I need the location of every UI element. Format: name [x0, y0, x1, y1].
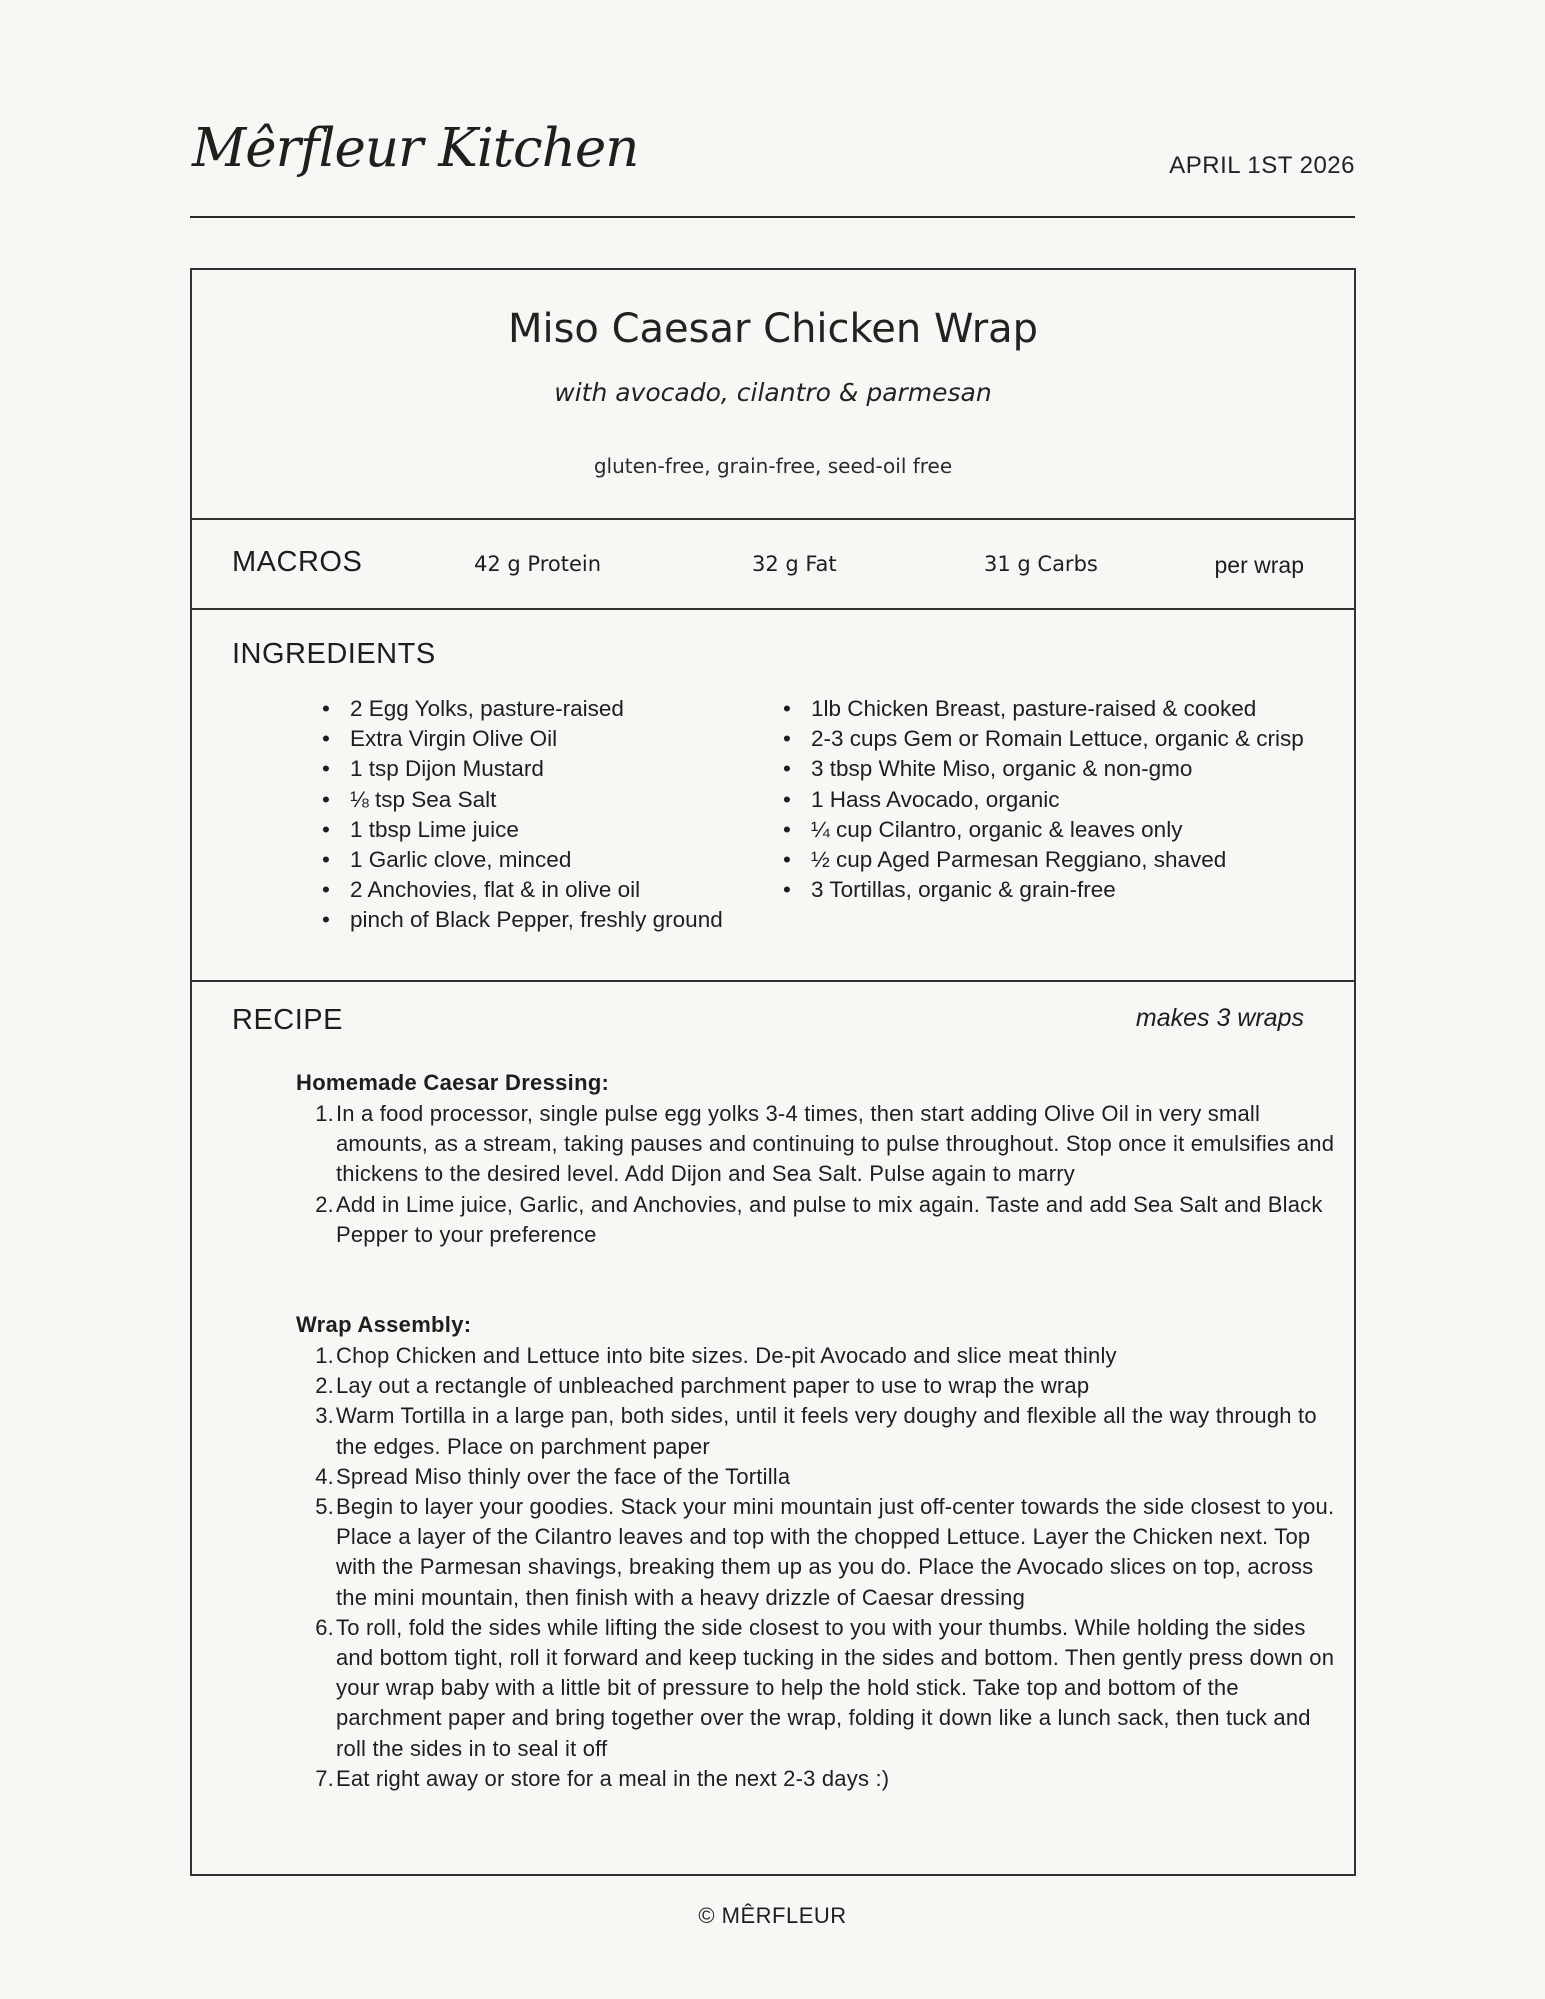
- ingredient-item: • 1 Hass Avocado, organic: [811, 785, 1311, 815]
- recipe-step: [315, 1371, 1336, 1401]
- macro-protein: 42 g Protein: [474, 552, 602, 576]
- step-text: To roll, fold the sides while lifting the side closest to you with your thumbs. While holding the sides and bottom tight, roll it forward and keep tucking in the sides and bottom. Then gently press down on your wrap baby with a little bit of pressure to help the hold stick. Take top and bottom of the parchment paper and bring together over the wrap, folding it down like a lunch sack, then tuck and roll the sides in to seal it off: [336, 1614, 1335, 1761]
- step-text: Spread Miso thinly over the face of the Tortilla: [336, 1463, 791, 1489]
- step-number: 3.: [315, 1403, 334, 1429]
- ingredient-item: • ¼ cup Cilantro, organic & leaves only: [811, 815, 1311, 845]
- page-header: [190, 112, 1355, 218]
- recipe-step: [315, 1462, 1336, 1492]
- recipe-step: [315, 1764, 1336, 1794]
- ingredient-item: • 2 Egg Yolks, pasture-raised: [350, 694, 780, 724]
- ingredients-list-left: [322, 694, 780, 936]
- step-number: 5.: [315, 1494, 334, 1520]
- ingredient-item: • 1 Garlic clove, minced: [350, 845, 780, 875]
- step-number: 4.: [315, 1463, 334, 1489]
- yield-note: makes 3 wraps: [1135, 1004, 1304, 1032]
- ingredient-item: • ⅛ tsp Sea Salt: [350, 785, 780, 815]
- publish-date: APRIL 1ST 2026: [1169, 152, 1355, 179]
- step-text: Chop Chicken and Lettuce into bite sizes. De-pit Avocado and slice meat thinly: [336, 1343, 1117, 1368]
- dressing-steps: [315, 1099, 1336, 1250]
- step-text: Eat right away or store for a meal in the next 2-3 days :): [336, 1765, 890, 1791]
- recipe-title: Miso Caesar Chicken Wrap: [507, 306, 1039, 352]
- recipe-step: [315, 1492, 1336, 1613]
- macros-label: MACROS: [232, 546, 363, 578]
- step-number: 6.: [315, 1614, 334, 1640]
- recipe-subtitle: with avocado, cilantro & parmesan: [554, 378, 992, 407]
- recipe-step: [315, 1099, 1336, 1190]
- step-text: Begin to layer your goodies. Stack your mini mountain just off-center towards the side closest to you. Place a layer of the Cilantro leaves and top with the chopped Lettuce. Layer the Chicken next. Top with the Parmesan shavings, breaking them up as you do. Place the Avocado slices on top, across the mini mountain, then finish with a heavy drizzle of Caesar dressing: [336, 1494, 1335, 1610]
- recipe-label: RECIPE: [232, 1004, 343, 1036]
- assembly-steps: [315, 1341, 1336, 1794]
- macros-section: [192, 520, 1354, 610]
- ingredient-item: • 1 tbsp Lime juice: [350, 815, 780, 845]
- ingredient-item: • pinch of Black Pepper, freshly ground: [350, 905, 780, 935]
- footer-copyright: © MÊRFLEUR: [698, 1903, 847, 1928]
- macro-fat: 32 g Fat: [752, 552, 837, 576]
- macro-carbs: 31 g Carbs: [984, 552, 1098, 576]
- step-number: 2.: [315, 1191, 334, 1217]
- recipe-step: [315, 1341, 1336, 1371]
- ingredient-item: • 2-3 cups Gem or Romain Lettuce, organic & crisp: [811, 724, 1311, 754]
- step-text: Add in Lime juice, Garlic, and Anchovies, and pulse to mix again. Taste and add Sea Salt and Black Pepper to your preference: [336, 1191, 1323, 1247]
- ingredient-item: • Extra Virgin Olive Oil: [350, 724, 780, 754]
- assembly-heading: Wrap Assembly:: [296, 1312, 472, 1337]
- recipe-step: [315, 1401, 1336, 1461]
- ingredient-item: • 3 Tortillas, organic & grain-free: [811, 875, 1311, 905]
- ingredient-item: • 2 Anchovies, flat & in olive oil: [350, 875, 780, 905]
- step-number: 2.: [315, 1373, 334, 1399]
- step-text: In a food processor, single pulse egg yolks 3-4 times, then start adding Olive Oil in very small amounts, as a stream, taking pauses and continuing to pulse throughout. Stop once it emulsifies and thickens to the desired level. Add Dijon and Sea Salt. Pulse again to marry: [336, 1101, 1335, 1187]
- recipe-step: [315, 1190, 1336, 1250]
- ingredient-item: • 1lb Chicken Breast, pasture-raised & cooked: [811, 694, 1311, 724]
- step-text: Warm Tortilla in a large pan, both sides, until it feels very doughy and flexible all the way through to the edges. Place on parchment paper: [336, 1403, 1317, 1459]
- title-section: [192, 270, 1354, 520]
- ingredients-section: [192, 610, 1354, 982]
- ingredients-label: INGREDIENTS: [232, 638, 436, 670]
- recipe-step: [315, 1613, 1336, 1764]
- ingredient-item: • 3 tbsp White Miso, organic & non-gmo: [811, 754, 1311, 784]
- dressing-heading: Homemade Caesar Dressing:: [296, 1070, 610, 1095]
- ingredients-list-right: [783, 694, 1311, 905]
- step-number: 7.: [315, 1765, 334, 1791]
- step-text: Lay out a rectangle of unbleached parchment paper to use to wrap the wrap: [336, 1373, 1090, 1399]
- recipe-section: [192, 982, 1354, 1874]
- ingredient-item: • 1 tsp Dijon Mustard: [350, 754, 780, 784]
- ingredient-item: • ½ cup Aged Parmesan Reggiano, shaved: [811, 845, 1311, 875]
- macro-per-serving: per wrap: [1214, 552, 1304, 578]
- brand-title: Mêrfleur Kitchen: [192, 118, 639, 179]
- dietary-notes: gluten-free, grain-free, seed-oil free: [593, 454, 953, 478]
- step-number: 1.: [315, 1343, 334, 1368]
- recipe-card: [190, 268, 1356, 1876]
- step-number: 1.: [315, 1101, 334, 1126]
